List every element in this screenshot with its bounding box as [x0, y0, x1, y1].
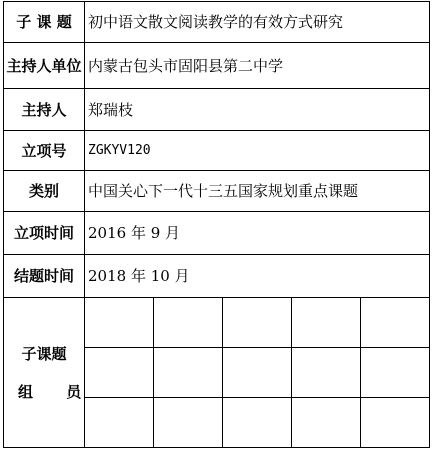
row-category — [4, 171, 430, 212]
members-label — [4, 344, 96, 401]
end-date-value: 2018 年 10 月 — [85, 255, 430, 298]
member-cell — [292, 348, 361, 398]
project-info-table — [3, 1, 430, 448]
member-cell — [223, 348, 292, 398]
project-number-label: 立项号 — [4, 131, 85, 171]
start-date-label: 立项时间 — [4, 212, 85, 255]
members-label-line2: 组 员 — [18, 382, 96, 401]
host-unit-label: 主持人单位 — [4, 43, 85, 89]
member-cell — [361, 348, 430, 398]
row-subtopic — [4, 2, 430, 43]
host-unit-value: 内蒙古包头市固阳县第二中学 — [85, 43, 430, 89]
member-cell — [154, 348, 223, 398]
end-date-label: 结题时间 — [4, 255, 85, 298]
host-label: 主持人 — [4, 89, 85, 131]
subtopic-value: 初中语文散文阅读教学的有效方式研究 — [85, 2, 430, 43]
row-start-date — [4, 212, 430, 255]
category-value: 中国关心下一代十三五国家规划重点课题 — [85, 171, 430, 212]
start-date-value: 2016 年 9 月 — [85, 212, 430, 255]
row-project-number — [4, 131, 430, 171]
member-cell — [223, 398, 292, 448]
host-value: 郑瑞枝 — [85, 89, 430, 131]
members-label-cell — [4, 298, 96, 448]
member-cell — [361, 298, 430, 348]
member-cell — [361, 398, 430, 448]
members-label-line1: 子课题 — [21, 344, 67, 363]
member-cell — [292, 298, 361, 348]
row-end-date — [4, 255, 430, 298]
category-label: 类别 — [4, 171, 85, 212]
member-cell — [85, 298, 154, 348]
member-cell — [154, 398, 223, 448]
member-cell — [154, 298, 223, 348]
member-cell — [85, 398, 154, 448]
row-host-unit — [4, 43, 430, 89]
subtopic-label: 子 课 题 — [4, 2, 85, 43]
member-row-1 — [4, 298, 430, 348]
member-cell — [223, 298, 292, 348]
row-host — [4, 89, 430, 131]
member-cell — [292, 398, 361, 448]
project-number-value: ZGKYV120 — [85, 131, 430, 171]
